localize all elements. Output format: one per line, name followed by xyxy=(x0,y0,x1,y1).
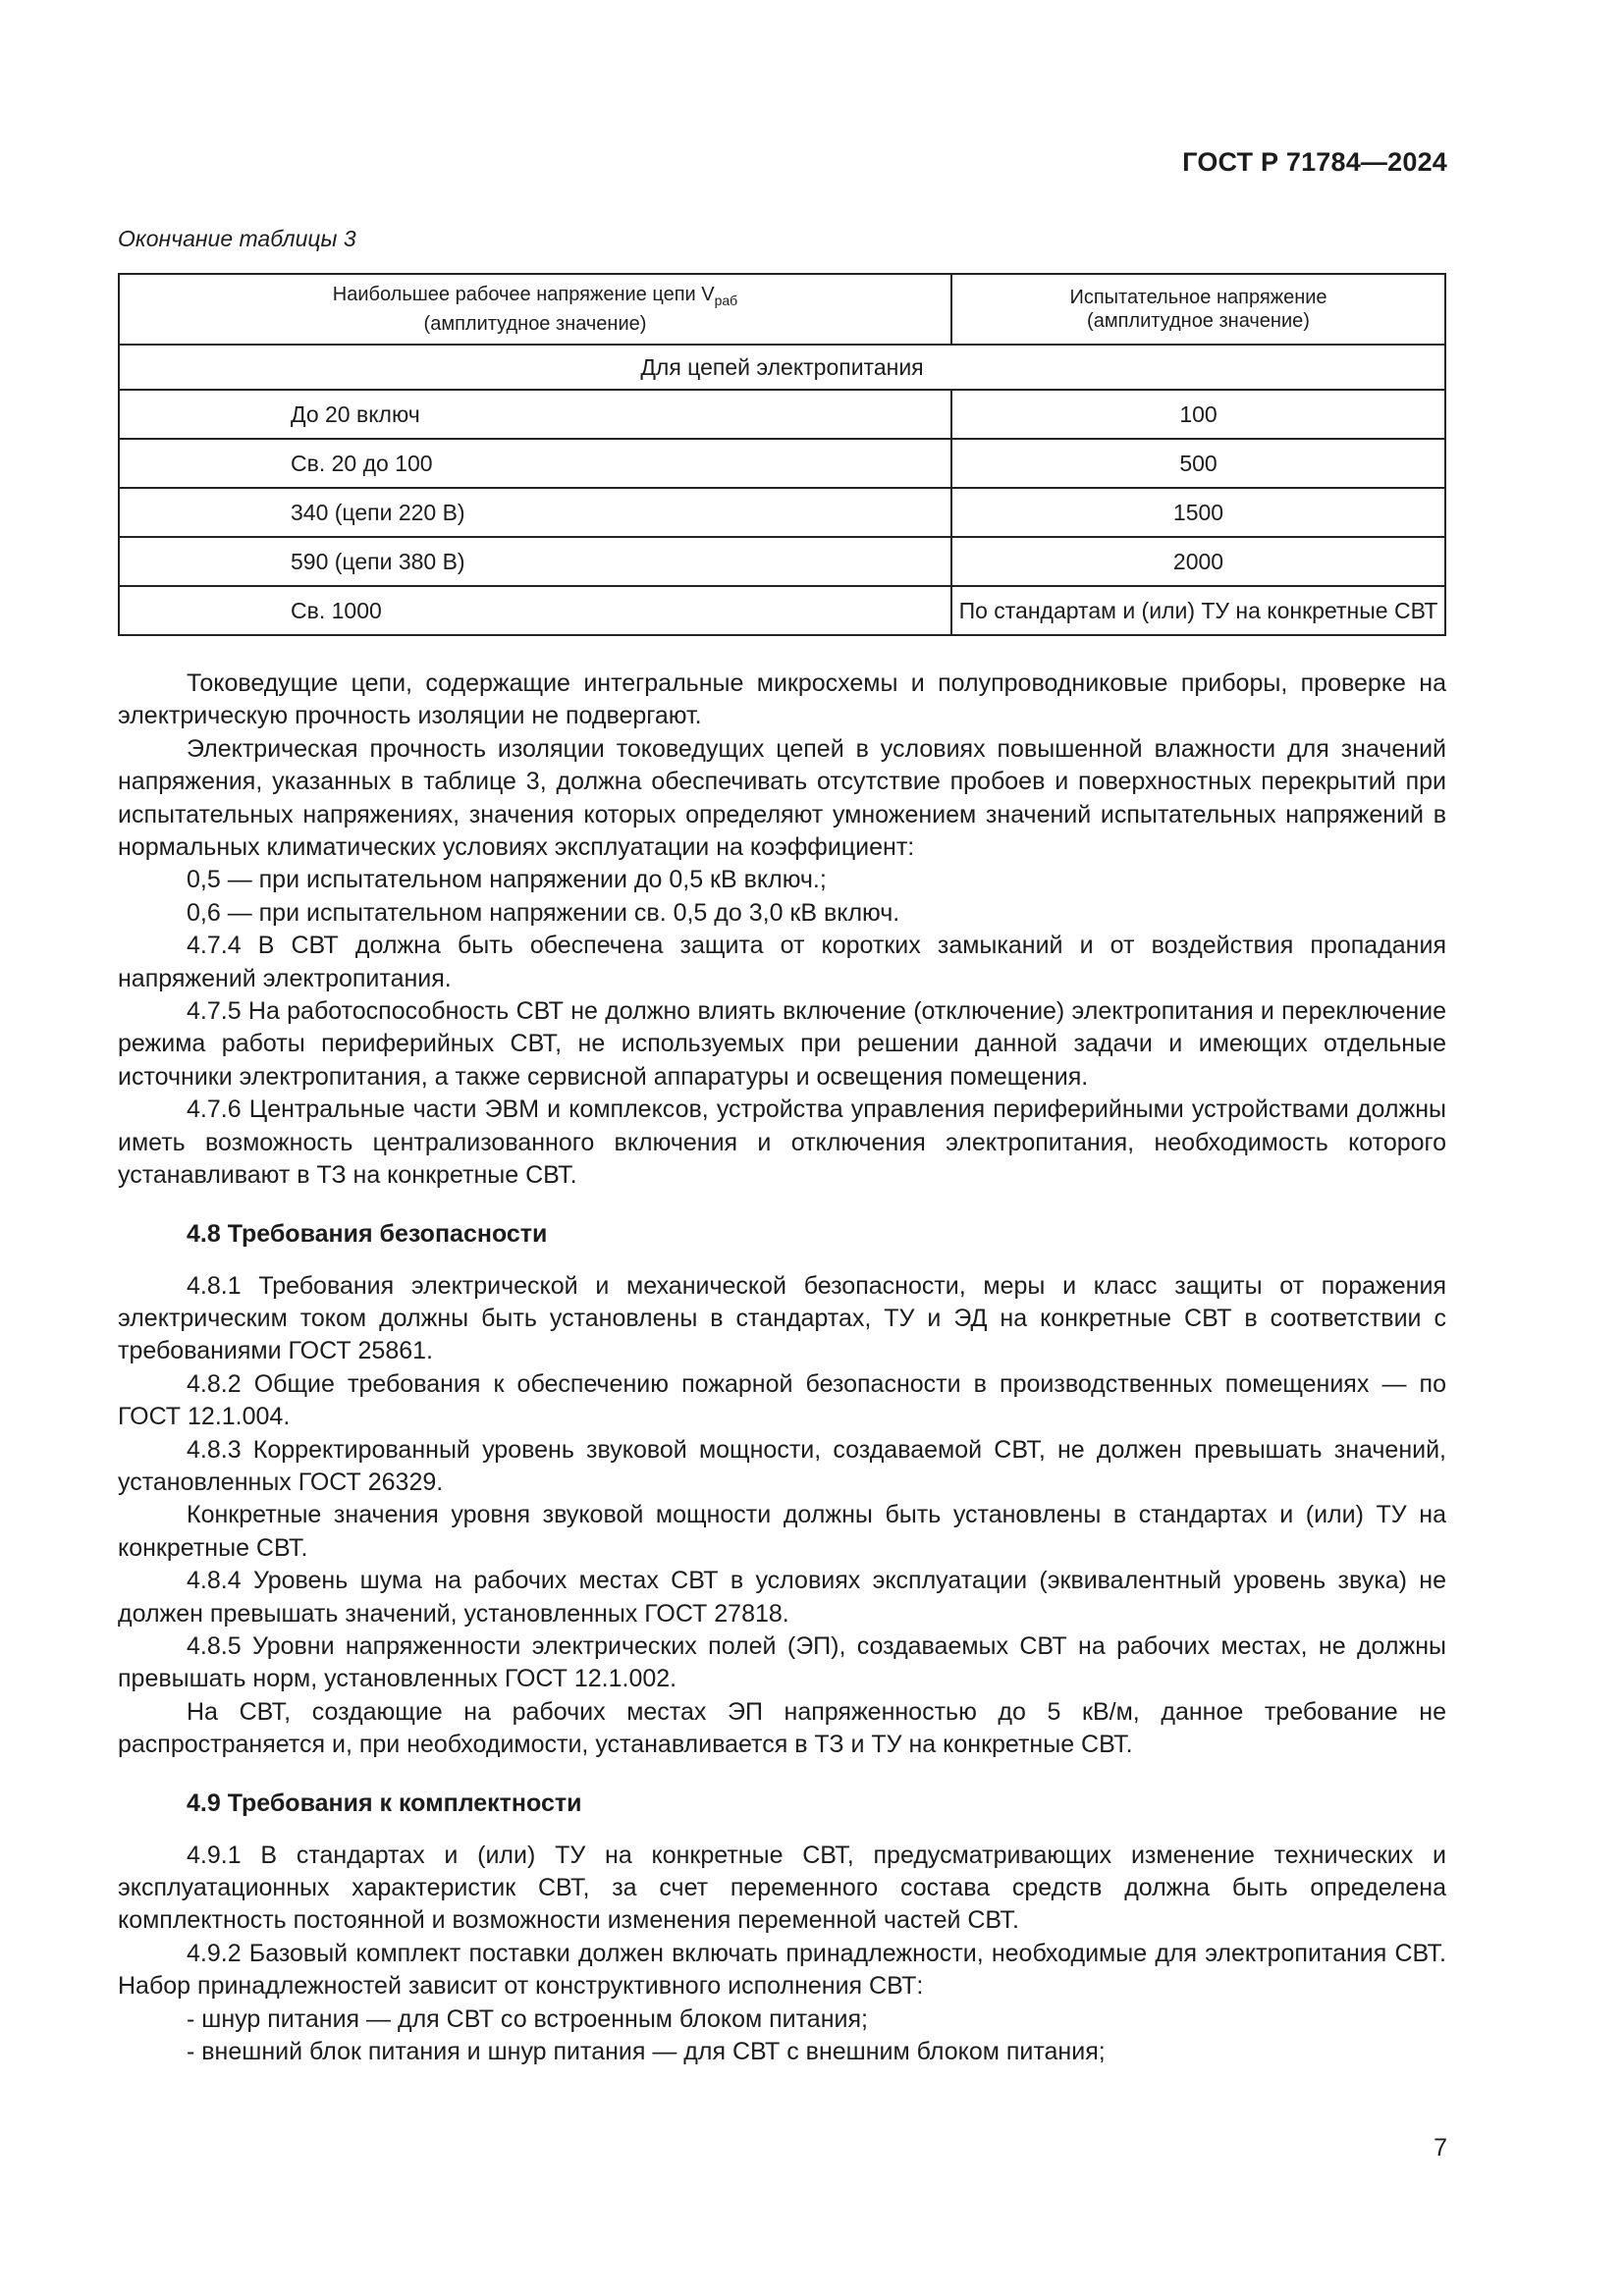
table-row xyxy=(119,488,1445,537)
column-header-prefix: Наибольшее рабочее напряжение цепи V xyxy=(332,284,715,305)
cell-test-voltage: 2000 xyxy=(951,537,1445,586)
cell-working-voltage: Св. 20 до 100 xyxy=(119,439,951,488)
cell-test-voltage: По стандартам и (или) ТУ на конкретные СВТ xyxy=(951,586,1445,635)
table-row xyxy=(119,586,1445,635)
body-text xyxy=(118,667,1446,2068)
page-number: 7 xyxy=(1434,2134,1447,2162)
cell-working-voltage: До 20 включ xyxy=(119,390,951,439)
paragraph: 4.7.5 На работоспособность СВТ не должно влиять включение (отключение) электропитания и переключение режима работы периферийных СВТ, не используемых при решении данной задачи и имеющих отдельные источники электропитания, а также сервисной аппаратуры и освещения помещения. xyxy=(118,997,1446,1091)
cell-test-voltage: 1500 xyxy=(951,488,1445,537)
table-row xyxy=(119,439,1445,488)
paragraph: 0,6 — при испытательном напряжении св. 0,5 до 3,0 кВ включ. xyxy=(187,898,900,927)
group-label: Для цепей электропитания xyxy=(119,345,1445,390)
column-header-subscript: раб xyxy=(714,293,738,308)
paragraph: 4.9.1 В стандартах и (или) ТУ на конкретные СВТ, предусматривающих изменение технических и эксплуатационных характеристик СВТ, за счет переменного состава средств должна быть определена комплектность постоянной и возможности изменения переменной частей СВТ. xyxy=(118,1841,1446,1935)
table-caption: Окончание таблицы 3 xyxy=(118,226,356,251)
document-id-header: ГОСТ Р 71784—2024 xyxy=(1182,147,1447,177)
paragraph: Конкретные значения уровня звуковой мощности должны быть установлены в стандартах и (или) ТУ на конкретные СВТ. xyxy=(118,1501,1446,1562)
paragraph: 4.7.6 Центральные части ЭВМ и комплексов, устройства управления периферийными устройствами должны иметь возможность централизованного включения и отключения электропитания, необходимость которого устанавливают в ТЗ на конкретные СВТ. xyxy=(118,1095,1446,1190)
paragraph: 4.8.2 Общие требования к обеспечению пожарной безопасности в производственных помещениях — по ГОСТ 12.1.004. xyxy=(118,1369,1446,1431)
section-heading-safety: 4.8 Требования безопасности xyxy=(187,1219,548,1248)
table-row xyxy=(119,537,1445,586)
column-header-note: (амплитудное значение) xyxy=(1087,310,1310,332)
paragraph: 0,5 — при испытательном напряжении до 0,5 кВ включ.; xyxy=(187,866,827,894)
column-header-test-voltage xyxy=(951,274,1445,345)
section-heading-completeness: 4.9 Требования к комплектности xyxy=(187,1789,582,1817)
list-item: - шнур питания — для СВТ со встроенным блоком питания; xyxy=(187,2004,868,2033)
table-header-row xyxy=(119,274,1445,345)
paragraph: 4.7.4 В СВТ должна быть обеспечена защита от коротких замыканий и от воздействия пропадания напряжений электропитания. xyxy=(118,932,1446,992)
column-header-note: (амплитудное значение) xyxy=(423,313,647,335)
paragraph: 4.8.3 Корректированный уровень звуковой мощности, создаваемой СВТ, не должен превышать значений, установленных ГОСТ 26329. xyxy=(118,1435,1446,1496)
cell-working-voltage: 590 (цепи 380 В) xyxy=(119,537,951,586)
paragraph: 4.8.1 Требования электрической и механической безопасности, меры и класс защиты от поражения электрическим током должны быть установлены в стандартах, ТУ и ЭД на конкретные СВТ в соответствии с требованиями ГОСТ 25861. xyxy=(118,1271,1446,1365)
column-header-title: Испытательное напряжение xyxy=(1069,287,1327,308)
paragraph: На СВТ, создающие на рабочих местах ЭП напряженностью до 5 кВ/м, данное требование не распространяется и, при необходимости, устанавливается в ТЗ и ТУ на конкретные СВТ. xyxy=(118,1697,1446,1759)
column-header-working-voltage xyxy=(119,274,951,345)
cell-working-voltage: Св. 1000 xyxy=(119,586,951,635)
voltage-table xyxy=(118,273,1446,636)
table-group-row xyxy=(119,345,1445,390)
cell-working-voltage: 340 (цепи 220 В) xyxy=(119,488,951,537)
paragraph: 4.9.2 Базовый комплект поставки должен включать принадлежности, необходимые для электропитания СВТ. Набор принадлежностей зависит от конструктивного исполнения СВТ: xyxy=(118,1939,1446,2001)
cell-test-voltage: 100 xyxy=(951,390,1445,439)
paragraph: 4.8.4 Уровень шума на рабочих местах СВТ в условиях эксплуатации (эквивалентный уровень звука) не должен превышать значений, установленных ГОСТ 27818. xyxy=(118,1567,1446,1628)
cell-test-voltage: 500 xyxy=(951,439,1445,488)
paragraph: Токоведущие цепи, содержащие интегральные микросхемы и полупроводниковые приборы, проверке на электрическую прочность изоляции не подвергают. xyxy=(118,669,1446,730)
table-row xyxy=(119,390,1445,439)
paragraph: 4.8.5 Уровни напряженности электрических полей (ЭП), создаваемых СВТ на рабочих местах, не должны превышать норм, установленных ГОСТ 12.1.002. xyxy=(118,1631,1446,1693)
paragraph: Электрическая прочность изоляции токоведущих цепей в условиях повышенной влажности для значений напряжения, указанных в таблице 3, должна обеспечивать отсутствие пробоев и поверхностных перекрытий при испытательных напряжениях, значения которых определяют умножением значений испытательных напряжений в нормальных климатических условиях эксплуатации на коэффициент: xyxy=(118,734,1446,862)
list-item: - внешний блок питания и шнур питания — для СВТ с внешним блоком питания; xyxy=(187,2038,1106,2066)
